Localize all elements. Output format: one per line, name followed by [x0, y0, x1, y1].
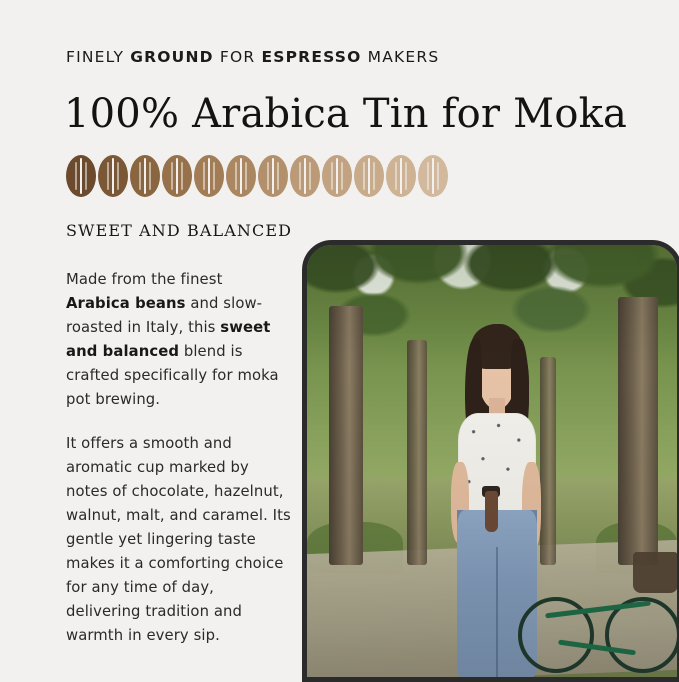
photo-tree-trunk	[407, 340, 427, 565]
desc-p1-part1: Made from the finest	[66, 271, 223, 288]
coffee-bean-icon	[354, 155, 384, 197]
desc-p1-part3: blend is crafted specifically for moka pot brewing.	[66, 342, 279, 408]
photo-bicycle	[514, 487, 677, 677]
coffee-bean-icon	[322, 155, 352, 197]
eyebrow-part-2: FOR	[213, 48, 262, 66]
lifestyle-photo	[302, 240, 679, 682]
subtitle: SWEET AND BALANCED	[66, 221, 293, 240]
eyebrow-bold-espresso: ESPRESSO	[261, 48, 362, 66]
coffee-bean-icon	[162, 155, 192, 197]
photo-bicycle-basket	[633, 552, 677, 594]
desc-p1-bold-sweet: sweet and balanced	[66, 318, 271, 360]
eyebrow-part-1: FINELY	[66, 48, 131, 66]
photo-tree-trunk	[329, 306, 363, 565]
desc-p1-bold-arabica: Arabica beans	[66, 294, 186, 312]
coffee-bean-icon	[130, 155, 160, 197]
photo-coffee-cup	[485, 491, 498, 532]
description-paragraph-1	[66, 268, 291, 412]
coffee-bean-icon	[290, 155, 320, 197]
coffee-bean-icon	[258, 155, 288, 197]
description-text	[66, 268, 291, 648]
photo-scene	[307, 245, 677, 677]
eyebrow-part-3: MAKERS	[361, 48, 440, 66]
desc-p1-part2: and slow-roasted in Italy, this	[66, 294, 263, 336]
page-title: 100% Arabica Tin for Moka	[64, 91, 628, 137]
coffee-bean-icon	[66, 155, 96, 197]
coffee-bean-icon	[418, 155, 448, 197]
coffee-bean-row	[66, 155, 448, 197]
eyebrow-bold-ground: GROUND	[130, 48, 214, 66]
eyebrow-text	[66, 48, 439, 66]
coffee-bean-icon	[98, 155, 128, 197]
coffee-bean-icon	[226, 155, 256, 197]
coffee-bean-icon	[194, 155, 224, 197]
coffee-bean-icon	[386, 155, 416, 197]
description-paragraph-2: It offers a smooth and aromatic cup marked by notes of chocolate, hazelnut, walnut, malt, and caramel. Its gentle yet lingering taste makes it a comforting choice for any time of day, delivering tradition and warmth in every sip.	[66, 434, 291, 644]
